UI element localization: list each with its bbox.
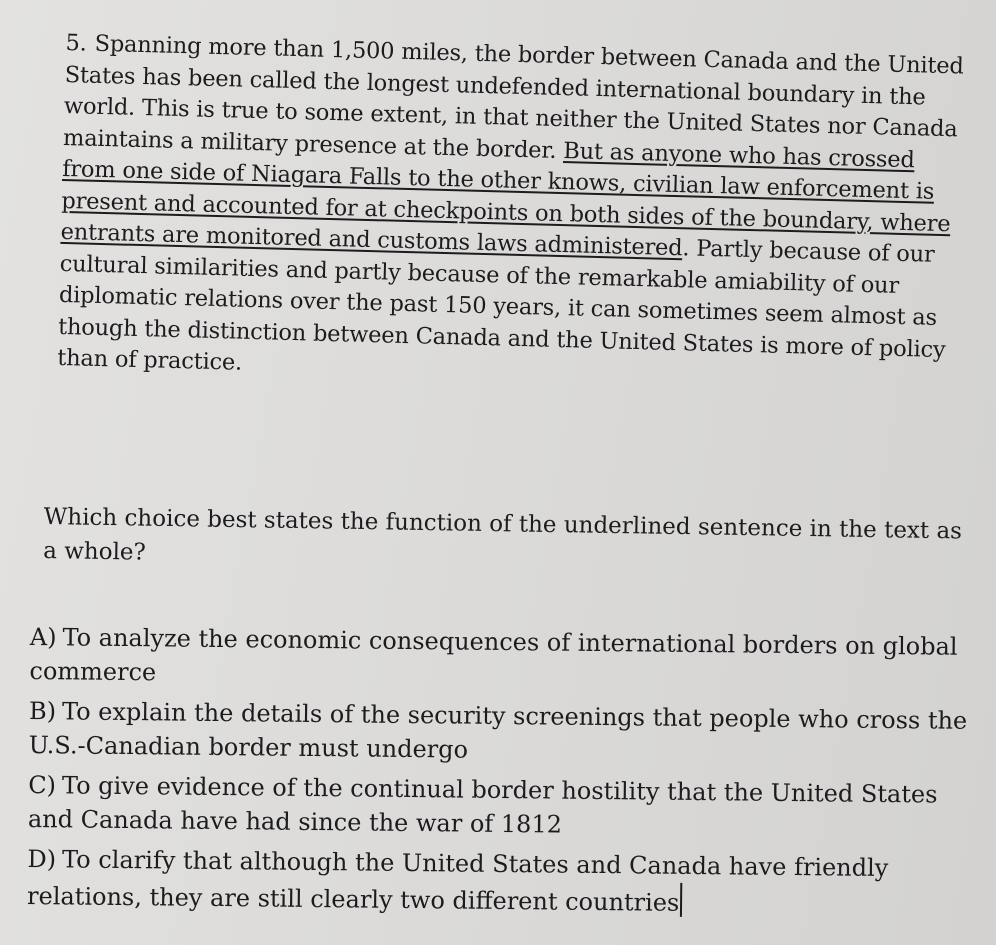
passage-before-underline: Spanning more than 1,500 miles, the border between Canada and the United States has been called the longest undefended international boundary in the world. This is true to some extent, in that neither the United States nor Canada maintains a military presence at the border.	[62, 30, 964, 164]
choice-a[interactable]	[29, 620, 980, 698]
underlined-sentence: But as anyone who has crossed from one side of Niagara Falls to the other knows, civilian law enforcement is present and accounted for at checkpoints on both sides of the boundary, where entrants are monitored and customs laws administered	[60, 137, 951, 262]
answer-choices	[27, 620, 980, 929]
choice-a-letter: A)	[29, 622, 57, 652]
text-cursor	[680, 883, 682, 917]
question-text: Which choice best states the function of the underlined sentence in the text as a whole?	[42, 503, 963, 566]
choice-d-text: To clarify that although the United States and Canada have friendly relations, they are still clearly two different countries	[26, 845, 889, 917]
passage-text	[57, 28, 966, 398]
choice-c[interactable]	[28, 768, 979, 846]
passage	[57, 28, 966, 398]
choice-a-text: To analyze the economic consequences of international borders on global commerce	[29, 623, 958, 687]
question-number: 5.	[65, 29, 88, 57]
choice-b-letter: B)	[28, 696, 57, 726]
choice-b-text: To explain the details of the security screenings that people who cross the U.S.-Canadian border must undergo	[28, 697, 968, 764]
choice-c-letter: C)	[28, 770, 57, 800]
choice-b[interactable]	[29, 694, 980, 772]
choice-d[interactable]	[27, 842, 978, 923]
choice-c-text: To give evidence of the continual border hostility that the United States and Canada have had since the war of 1812	[27, 771, 938, 839]
passage-after-underline: . Partly because of our cultural similarities and partly because of the remarkable amiability of our diplomatic relations over the past 150 years, it can sometimes seem almost as though the distinction between Canada and the United States is more of policy than of practice.	[57, 235, 946, 376]
question-prompt	[43, 500, 964, 582]
choice-d-letter: D)	[27, 844, 57, 874]
